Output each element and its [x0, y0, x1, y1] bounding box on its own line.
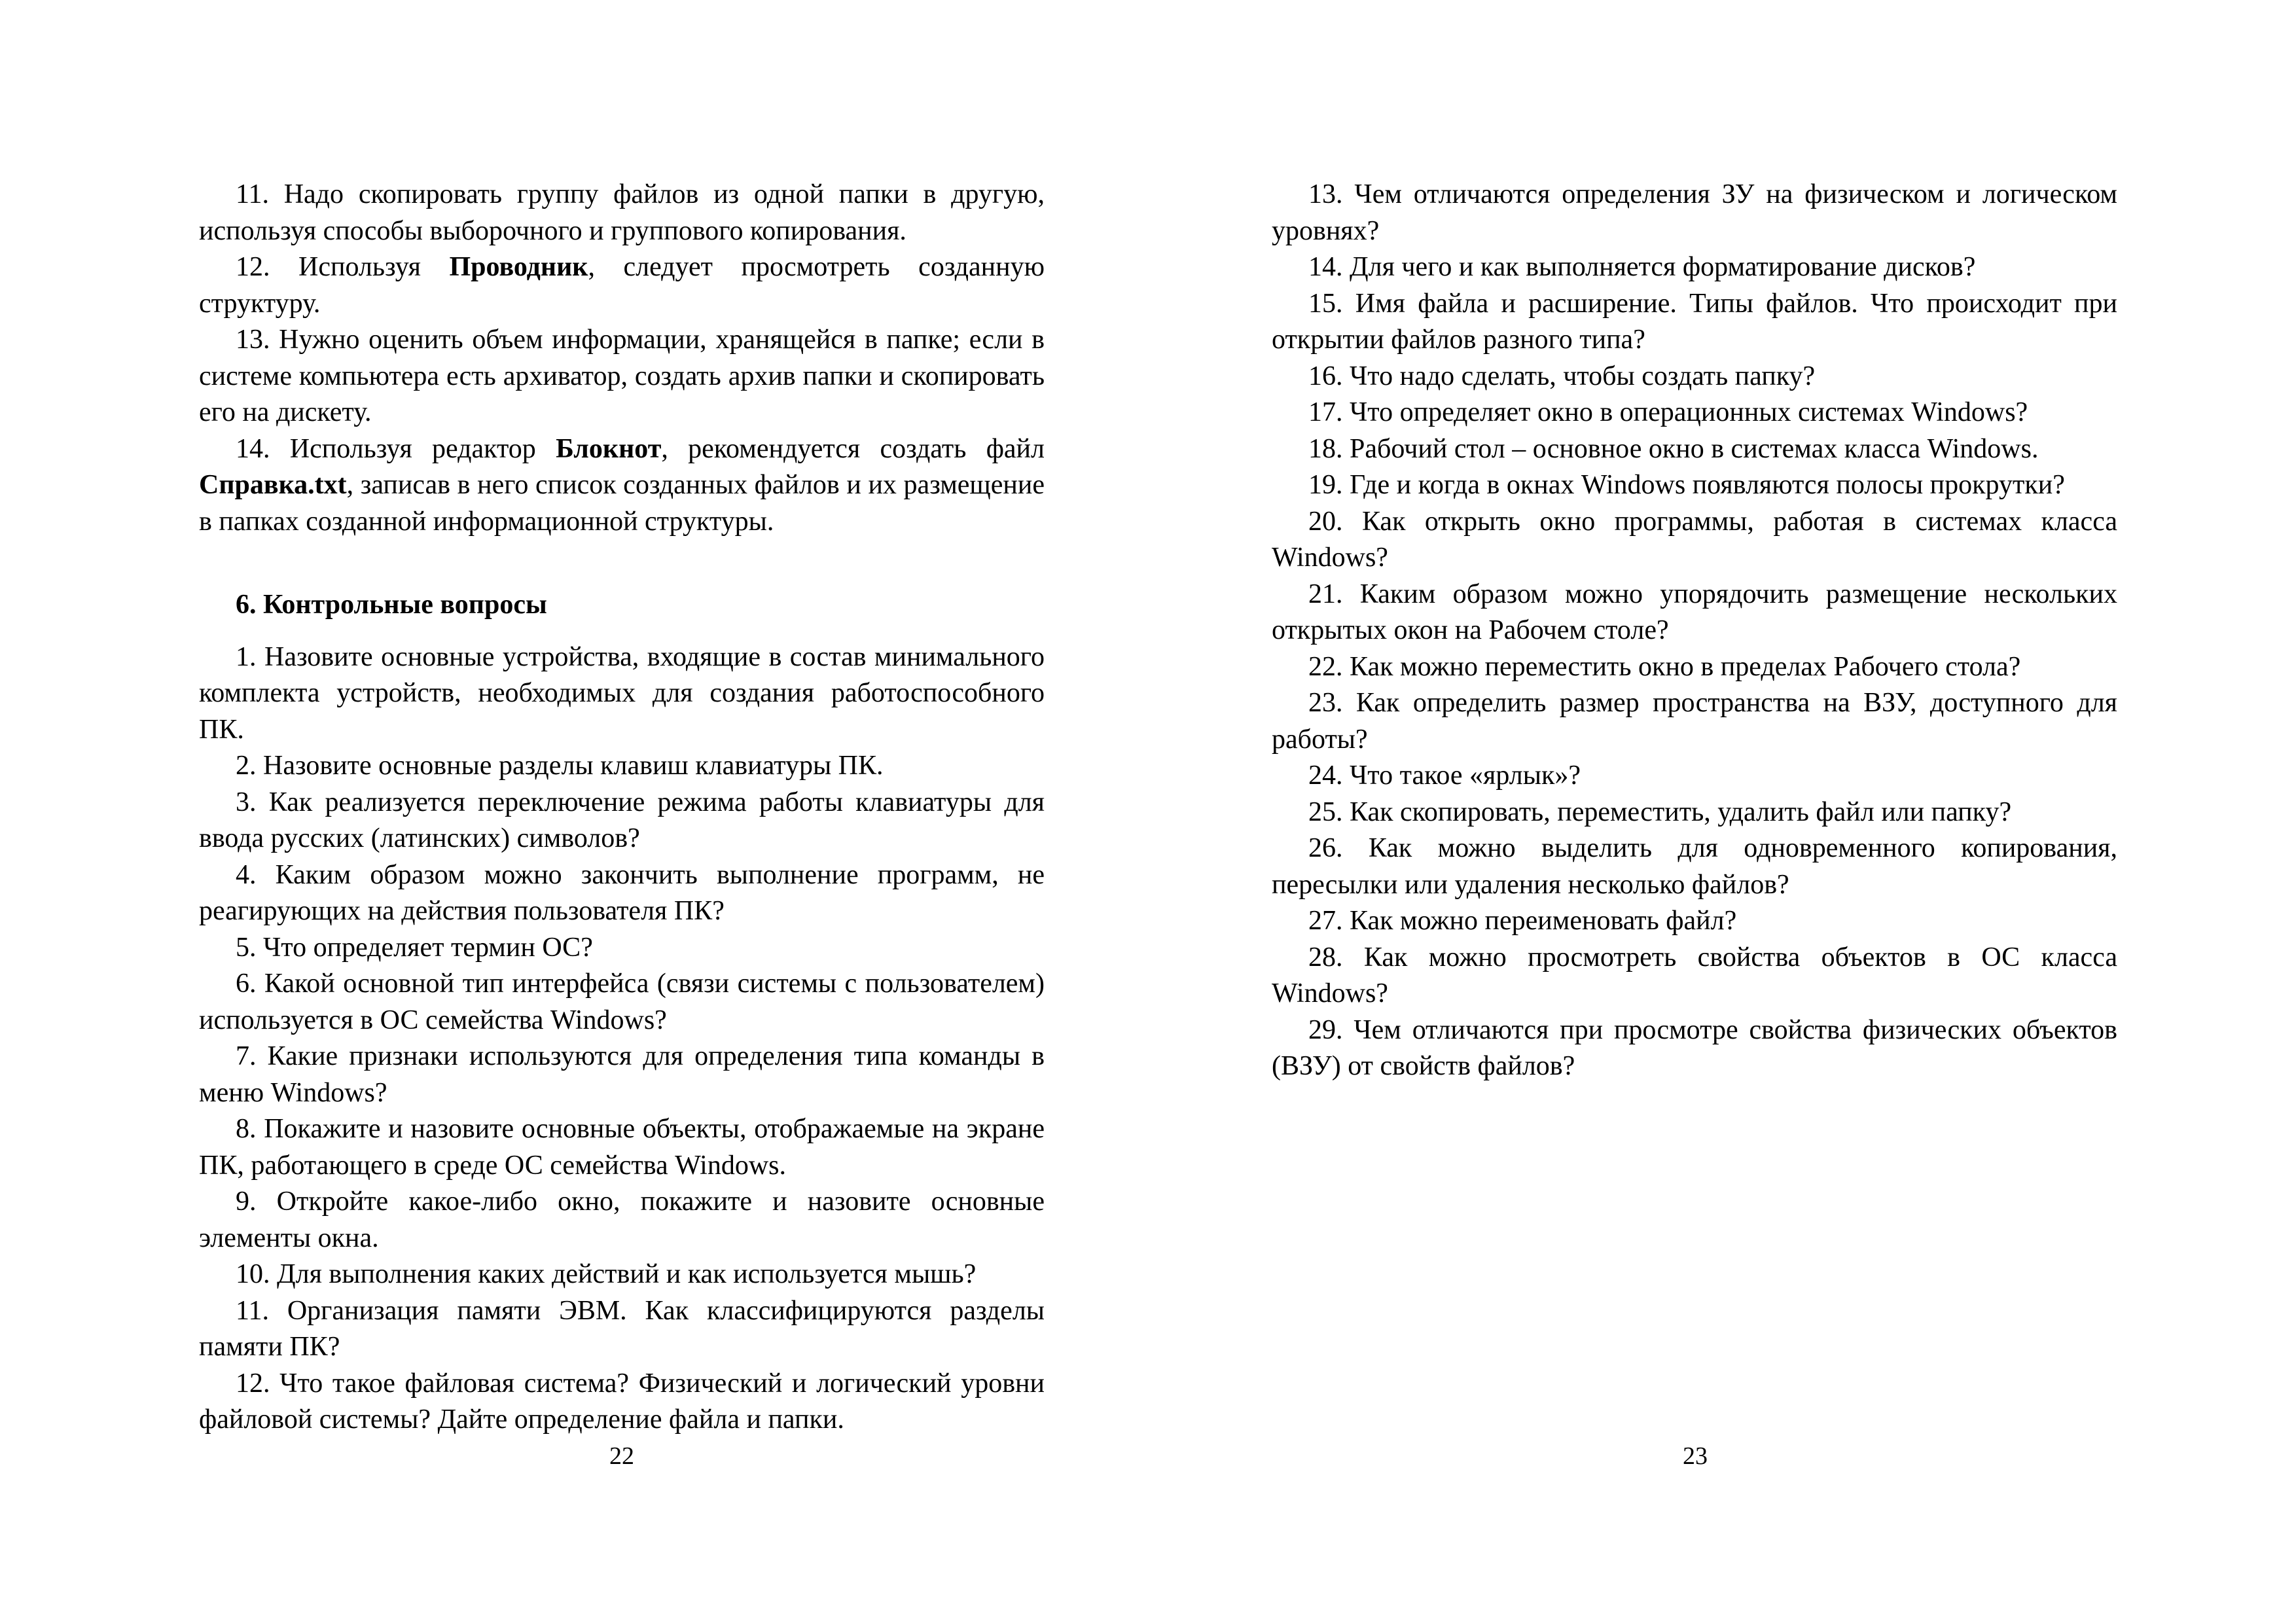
question-item: 5. Что определяет термин ОС?	[236, 932, 593, 963]
left-page	[199, 177, 1045, 1438]
question-item: 16. Что надо сделать, чтобы создать папку?	[1308, 361, 1816, 391]
question-item: 21. Каким образом можно упорядочить размещение нескольких открытых окон на Рабочем столе?	[1272, 579, 2117, 645]
question-item: 22. Как можно переместить окно в пределах Рабочего стола?	[1308, 651, 2021, 682]
question-item: 20. Как открыть окно программы, работая в системах класса Windows?	[1272, 506, 2117, 573]
question-item: 19. Где и когда в окнах Windows появляются полосы прокрутки?	[1308, 470, 2065, 500]
question-item: 9. Откройте какое-либо окно, покажите и назовите основные элементы окна.	[199, 1186, 1045, 1253]
question-item: 10. Для выполнения каких действий и как используется мышь?	[236, 1259, 977, 1289]
question-item: 8. Покажите и назовите основные объекты, отображаемые на экране ПК, работающего в среде ОС семейства Windows.	[199, 1114, 1045, 1181]
question-item: 26. Как можно выделить для одновременного копирования, пересылки или удаления несколько файлов?	[1272, 833, 2117, 900]
question-item: 27. Как можно переименовать файл?	[1308, 906, 1737, 936]
task-list	[199, 177, 1045, 540]
question-item: 25. Как скопировать, переместить, удалить файл или папку?	[1308, 796, 2012, 827]
question-item: 15. Имя файла и расширение. Типы файлов. Что происходит при открытии файлов разного типа?	[1272, 288, 2117, 355]
question-item: 4. Каким образом можно закончить выполнение программ, не реагирующих на действия пользователя ПК?	[199, 859, 1045, 926]
question-item: 29. Чем отличаются при просмотре свойства физических объектов (ВЗУ) от свойств файлов?	[1272, 1014, 2117, 1081]
task-item: 14. Используя редактор Блокнот, рекомендуется создать файл Справка.txt, записав в него список созданных файлов и их размещение в папках созданной информационной структуры.	[199, 433, 1045, 537]
question-item: 1. Назовите основные устройства, входящие в состав минимального комплекта устройств, необходимых для создания работоспособного ПК.	[199, 641, 1045, 745]
question-item: 14. Для чего и как выполняется форматирование дисков?	[1308, 252, 1976, 282]
question-list	[199, 639, 1045, 1438]
question-list	[1272, 177, 2117, 1085]
task-item: 13. Нужно оценить объем информации, хранящейся в папке; если в системе компьютера есть архиватор, создать архив папки и скопировать его на дискету.	[199, 325, 1045, 427]
question-item: 24. Что такое «ярлык»?	[1308, 760, 1581, 791]
page-number-right: 23	[1683, 1442, 1708, 1470]
question-item: 6. Какой основной тип интерфейса (связи системы с пользователем) используется в ОС семейства Windows?	[199, 969, 1045, 1035]
question-item: 7. Какие признаки используются для определения типа команды в меню Windows?	[199, 1041, 1045, 1108]
question-item: 3. Как реализуется переключение режима работы клавиатуры для ввода русских (латинских) символов?	[199, 787, 1045, 853]
task-item: 12. Используя Проводник, следует просмотреть созданную структуру.	[199, 252, 1045, 319]
question-item: 2. Назовите основные разделы клавиш клавиатуры ПК.	[236, 751, 884, 781]
question-item: 12. Что такое файловая система? Физический и логический уровни файловой системы? Дайте определение файла и папки.	[199, 1368, 1045, 1435]
question-item: 17. Что определяет окно в операционных системах Windows?	[1308, 397, 2028, 427]
page-number-left: 22	[609, 1442, 634, 1470]
right-page	[1272, 177, 2117, 1085]
question-item: 13. Чем отличаются определения ЗУ на физическом и логическом уровнях?	[1272, 179, 2117, 246]
question-item: 18. Рабочий стол – основное окно в системах класса Windows.	[1308, 433, 2039, 464]
task-item: 11. Надо скопировать группу файлов из одной папки в другую, используя способы выборочного и группового копирования.	[199, 179, 1045, 246]
question-item: 28. Как можно просмотреть свойства объектов в ОС класса Windows?	[1272, 942, 2117, 1008]
question-item: 11. Организация памяти ЭВМ. Как классифицируются разделы памяти ПК?	[199, 1295, 1045, 1362]
section-heading: 6. Контрольные вопросы	[236, 590, 547, 620]
question-item: 23. Как определить размер пространства на ВЗУ, доступного для работы?	[1272, 688, 2117, 755]
